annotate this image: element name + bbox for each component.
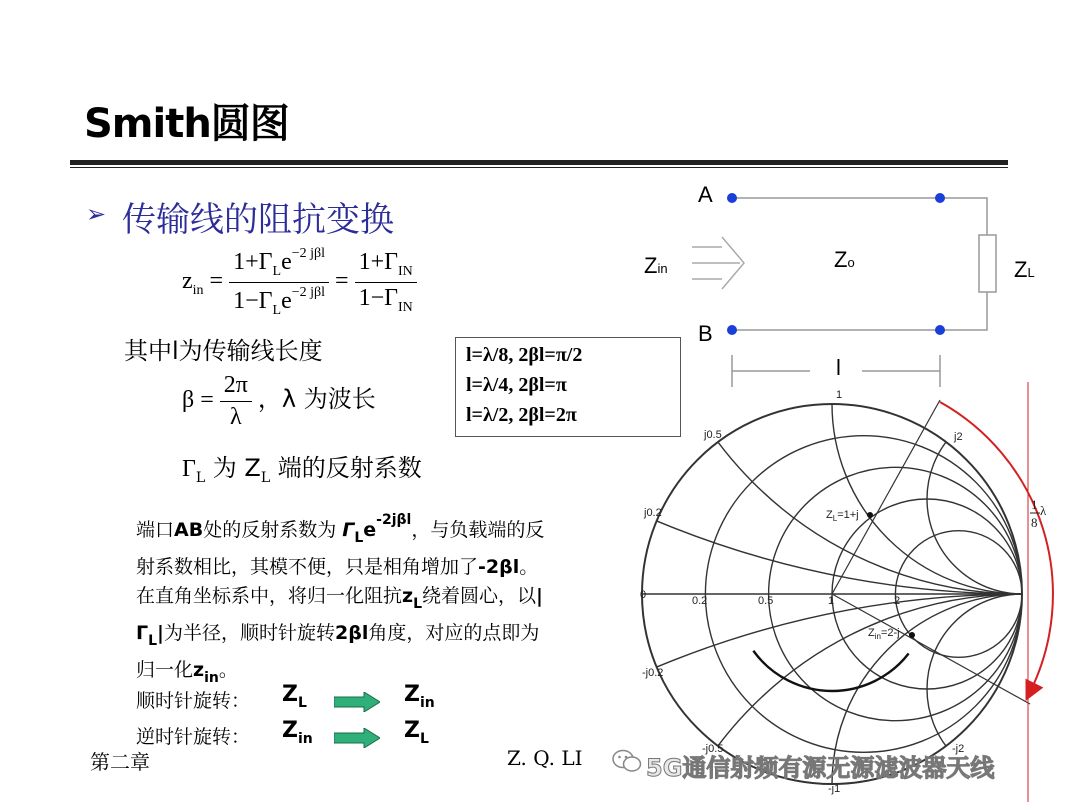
clockwise-label: 顺时针旋转： bbox=[136, 690, 251, 712]
ccw-from: $Z_{in}$ bbox=[282, 718, 313, 747]
rotation-arc bbox=[940, 402, 1053, 692]
slide-title: Smith圆图 bbox=[84, 101, 289, 147]
table-row: l=λ/8, 2βl=π/2 bbox=[466, 344, 583, 366]
port-a-dot bbox=[727, 193, 737, 203]
port-b-label: B bbox=[698, 321, 713, 346]
footer-chapter: 第二章 bbox=[90, 750, 150, 774]
zin-label: Zin bbox=[644, 253, 668, 278]
bullet-arrow-icon: ➢ bbox=[86, 200, 107, 228]
label-r2: 2 bbox=[894, 595, 901, 607]
wechat-icon bbox=[612, 748, 642, 774]
label-r1: 1 bbox=[828, 595, 835, 607]
explanation-paragraph: 端口AB处的反射系数为 $\Gamma_Le^{-2j\beta l}$，与负载端的反射系数相比，其模不便，只是相角增加了-2βl。在直角坐标系中，将归一化阻抗$z_L$绕着圆心，以$|\Gamma_L|$为半径，顺时针旋转2βl角度，对应的点即为归一化$z_{in}$。 bbox=[136, 512, 545, 686]
transmission-line-diagram bbox=[630, 175, 1050, 395]
cw-from: $Z_L$ bbox=[282, 682, 307, 711]
watermark-text: 5G通信射频有源无源滤波器天线 bbox=[646, 754, 995, 782]
title-divider-thin bbox=[70, 167, 1008, 168]
label-top: 1 bbox=[836, 389, 843, 401]
svg-text:1: 1 bbox=[1031, 497, 1038, 512]
label-mj05: -j0.5 bbox=[702, 743, 724, 755]
ccw-to: $Z_L$ bbox=[404, 718, 429, 747]
port-a-label: A bbox=[698, 182, 713, 207]
footer-author: Z. Q. LI bbox=[507, 746, 583, 770]
input-arrow-icon bbox=[692, 237, 744, 289]
gamma-note: $\Gamma_L$ 为 $Z_L$ 端的反射系数 bbox=[182, 454, 422, 486]
radial-line bbox=[832, 400, 940, 594]
load-resistor bbox=[979, 235, 996, 292]
counterclockwise-label: 逆时针旋转： bbox=[136, 726, 251, 748]
line-end-top-dot bbox=[935, 193, 945, 203]
beta-formula: β = $\frac{2\pi}{\lambda}$ ，λ 为波长 bbox=[182, 372, 376, 430]
zl-point bbox=[867, 512, 873, 518]
label-mj02: -j0.2 bbox=[642, 667, 664, 679]
svg-text:λ: λ bbox=[1040, 503, 1047, 518]
label-j05: j0.5 bbox=[704, 429, 722, 441]
zin-point-label: $Z_{in}=2-j$ bbox=[868, 627, 900, 641]
zl-label: ZL bbox=[1014, 257, 1035, 282]
cw-arrow-icon bbox=[334, 692, 380, 712]
title-divider bbox=[70, 160, 1008, 165]
label-zero: 0 bbox=[640, 589, 647, 601]
eighth-lambda-label bbox=[1030, 497, 1047, 530]
table-row: l=λ/2, 2βl=2π bbox=[466, 404, 577, 426]
label-mj2: -j2 bbox=[952, 743, 965, 755]
line-end-bottom-dot bbox=[935, 325, 945, 335]
length-label: l bbox=[836, 355, 841, 380]
label-j2: j2 bbox=[954, 431, 963, 443]
table-row: l=λ/4, 2βl=π bbox=[466, 374, 567, 396]
label-r05: 0.5 bbox=[758, 595, 774, 607]
label-r02: 0.2 bbox=[692, 595, 708, 607]
label-bottom: -j1 bbox=[828, 783, 841, 795]
ccw-arrow-icon bbox=[334, 728, 380, 748]
z0-label: Zo bbox=[834, 247, 855, 272]
smith-chart bbox=[620, 382, 1060, 802]
zin-formula: $z_{in}$ = $\frac{1+\Gamma_Le^{-2 j\beta l}}{1-\Gamma_Le^{-2 j\beta l}}$ = $\frac{1+\Gamma_{IN}}{1-\Gamma_{IN}}$ bbox=[182, 246, 417, 319]
svg-text:8: 8 bbox=[1031, 515, 1038, 530]
label-j02: j0.2 bbox=[644, 507, 662, 519]
section-heading: 传输线的阻抗变换 bbox=[122, 200, 394, 240]
zl-point-label: $Z_L=1+j$ bbox=[826, 509, 859, 523]
zin-point bbox=[909, 632, 915, 638]
zin-fraction-1: $\frac{1+\Gamma_Le^{-2 j\beta l}}{1-\Gamma_Le^{-2 j\beta l}}$ bbox=[229, 246, 329, 319]
port-b-dot bbox=[727, 325, 737, 335]
zin-fraction-2: $\frac{1+\Gamma_{IN}}{1-\Gamma_{IN}}$ bbox=[355, 249, 417, 316]
cw-to: $Z_{in}$ bbox=[404, 682, 435, 711]
line-length-note: 其中l为传输线长度 bbox=[124, 337, 323, 365]
